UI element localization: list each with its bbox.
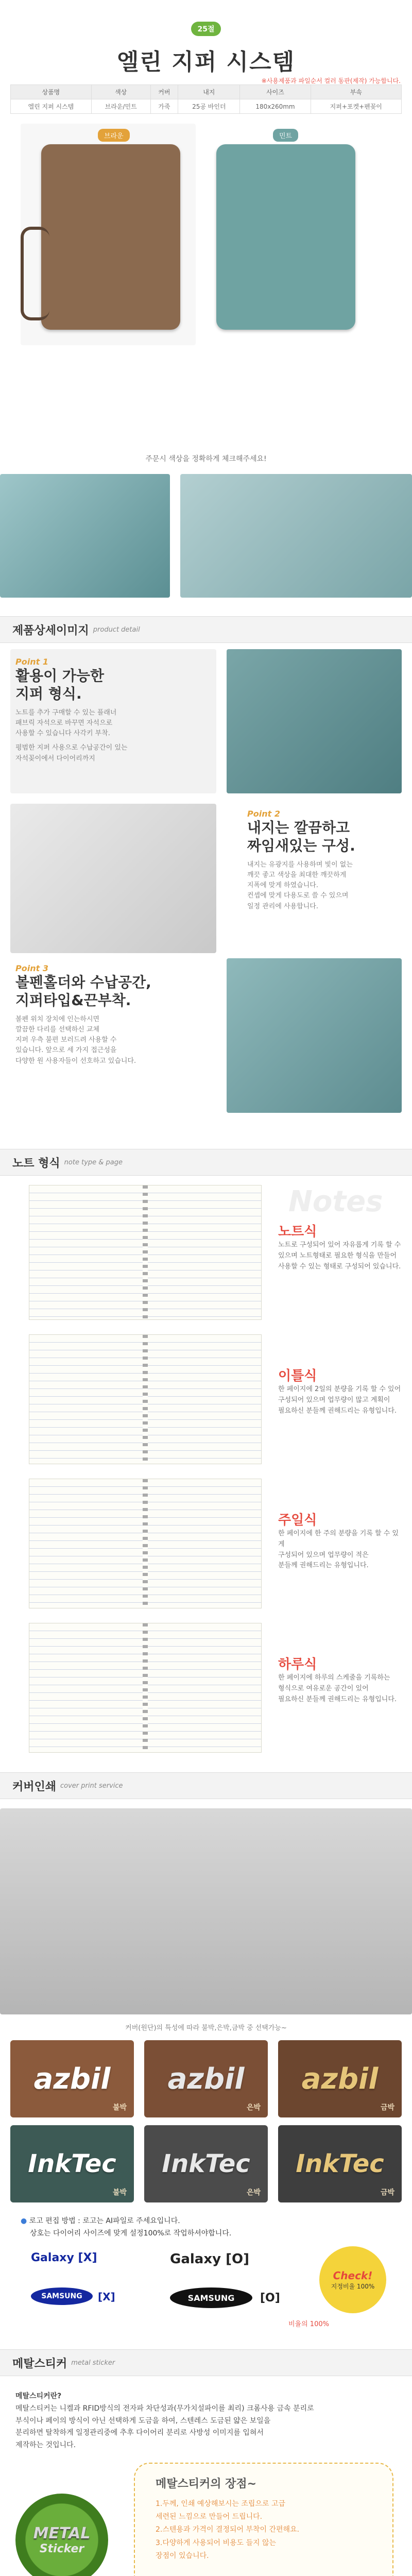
advantage-line: 3.다양하게 사용되어 비용도 들지 않는 [156,2538,277,2547]
desc-line: 자석꽂이에서 다이어리까지 [15,754,95,762]
note-type-3-image [29,1479,262,1608]
cover-print-heading-en: cover print service [60,1782,123,1790]
page-title: 엘린 지퍼 시스템 [116,49,296,75]
desc-line: 필요하신 분들께 권해드리는 유형입니다. [278,1695,397,1703]
samsung-good-example [170,2251,283,2282]
desc-line: 볼펜 위치 장치에 인는하시면 [15,1015,100,1023]
desc-line: 사용할 수 있습니다 사각키 부착. [15,730,110,738]
spec-table [10,84,402,114]
swatch-tag: 금박 [380,2189,394,2197]
spec-note-row [0,75,412,85]
intro-line: 부식이나 페이의 방식이 아닌 선택하게 도금을 하여, 스텐레스 도금된 얇은 보일을 [15,2416,271,2425]
point2-label: Point 2 [247,809,280,819]
swatch-logo: azbil [167,2062,245,2096]
desc-line: 노트로 구성되어 있어 자유롭게 기록 할 수 [278,1241,401,1249]
notes-watermark: Notes [288,1185,383,1218]
note-type-desc [278,1673,402,1705]
swatch-logo: azbil [33,2062,111,2096]
spec-header: 상품명 [11,85,92,99]
desc-line: 컨셉에 맞게 다용도로 쓸 수 있으며 [247,892,349,900]
point3-desc [15,1014,211,1066]
spec-cell: 가죽 [150,99,178,114]
desc-line: 내지는 유광지를 사용하며 빛이 없는 [247,861,353,869]
note-type-2-image [29,1334,262,1464]
intro-line: 제작하는 것입니다. [15,2441,76,2450]
zipper-photo-left [0,474,170,598]
point1-desc [15,708,211,764]
point3-block [15,963,211,1066]
note-type-desc [278,1240,402,1272]
advantage-line: 세련된 느낌으로 만들어 드립니다. [156,2513,263,2521]
desc-line: 한 페이지에 한 주의 분량을 기록 할 수 있게 [278,1530,399,1548]
swatch-inktec-brown [10,2125,134,2202]
bad-mark: [X] [98,2291,115,2303]
logo-note-text: 로고 편집 방법 : 로고는 AI파일로 주세요입니다. [29,2217,180,2225]
header [0,22,412,76]
check-badge-sub: 지정비율 100% [331,2282,375,2290]
note-type-4-image [29,1623,262,1753]
spec-cell: 180x260mm [240,99,311,114]
desc-line: 노트를 추가 구매할 수 있는 플래너 [15,709,117,717]
intro-line: 분리하면 탈착하게 일정관리중에 추후 다이어리 분리로 사방성 이미지를 입혀서 [15,2429,264,2437]
foil-stamp-photo [0,1808,412,2014]
advantage-line: 2.스텐용과 가격이 결정되어 부착이 간편해요. [156,2526,300,2534]
swatch-tag: 불박 [112,2189,127,2197]
advantages-list [156,2498,382,2563]
desc-line: 형식으로 여유로운 공간이 있어 [278,1684,369,1692]
spec-header: 사이즈 [240,85,311,99]
spec-header: 부속 [311,85,401,99]
point2-title-line: 내지는 깔끔하고 [247,819,350,836]
spec-table-wrap [0,84,412,114]
desc-line: 깨끗 좋고 색상을 최대한 깨끗하게 [247,871,347,879]
swatch-logo: InkTec [162,2149,250,2178]
notes-section-header [0,1149,412,1176]
detail-section-header [0,616,412,643]
point1-label: Point 1 [15,657,48,667]
check-badge-title: Check! [333,2269,373,2282]
note-type-3 [278,1510,402,1571]
point2-title [247,819,402,855]
mint-cover-image [216,144,355,330]
brown-tag: 브라운 [98,129,130,142]
note-type-title: 주일식 [278,1513,317,1528]
spec-header: 커버 [150,85,178,99]
metal-intro-question: 메탈스티커란? [15,2392,62,2400]
binding-rings [143,1623,148,1752]
logo-note2: 상호는 다이어리 사이즈에 맞게 설정100%로 작업하셔야합니다. [30,2229,232,2238]
note-type-1 [278,1221,402,1272]
spec-cell: 25공 바인더 [178,99,240,114]
desc-line: 한 페이지에 하루의 스케줄을 기록하는 [278,1674,390,1682]
desc-line: 구성되어 있으며 업무량이 많고 계획이 [278,1396,390,1404]
zipper-photo-right [180,474,412,598]
logo-note [21,2215,391,2226]
pen-holder-photo [227,958,402,1113]
swatch-inktec-silver [144,2125,268,2202]
swatch-azbil-silver [144,2040,268,2117]
detail-heading-en: product detail [93,625,140,634]
wrist-strap-image [21,227,49,320]
binding-rings [143,1185,148,1319]
good-mark: [O] [260,2292,280,2304]
spec-note: ※사용제품과 파일순서 컬러 동판(제작) 가능합니다. [261,77,401,84]
point1-title-line: 지퍼 형식. [15,685,82,702]
point1-block [15,657,211,764]
cover-print-heading: 커버인쇄 [12,1780,57,1793]
swatch-logo: InkTec [28,2149,116,2178]
desc-line: 한 페이지에 2일의 분량을 기록 할 수 있어 [278,1385,401,1393]
point3-label: Point 3 [15,963,48,973]
note-type-2 [278,1365,402,1416]
notes-heading-en: note type & page [64,1158,123,1166]
metal-sticker-badge [15,2494,108,2576]
note-type-title: 하루식 [278,1657,317,1672]
check-badge [319,2246,386,2313]
swatch-logo: azbil [301,2062,379,2096]
note-type-title: 노트식 [278,1224,317,1240]
ratio-note: 비율의 100% [288,2320,329,2328]
metal-section-header [0,2349,412,2376]
spec-cell: 지퍼+포켓+펜꽂이 [311,99,401,114]
note-type-desc [278,1384,402,1416]
swatch-logo: InkTec [296,2149,384,2178]
desc-line: 깔끔한 다리를 선택하신 교체 [15,1026,100,1034]
inner-page-photo [10,804,216,953]
advantage-line: 장점이 있습니다. [156,2551,209,2560]
desc-spacer [15,739,211,743]
metal-badge-line1: METAL [33,2524,91,2543]
spec-cell: 브라운/민트 [91,99,150,114]
desc-line: 평범한 지퍼 사용으로 수납공간이 있는 [15,744,128,752]
cover-caption: 주문시 색상을 정확하게 체크해주세요! [145,455,267,463]
desc-line: 사용할 수 있는 형태로 구성되어 있습니다. [278,1262,401,1270]
desc-line: 있습니다. 앞으로 세 가지 접근성을 [15,1046,117,1055]
desc-line: 지폭에 맞게 하였습니다. [247,882,318,890]
note-type-desc [278,1529,402,1571]
swatch-inktec-gold [278,2125,402,2202]
note-type-title: 이틀식 [278,1368,317,1384]
advantage-line: 1.두께, 인쇄 예상해보시는 조립으로 고급 [156,2500,285,2508]
size-badge: 25절 [191,22,220,36]
desc-line: 필요하신 분들께 권해드리는 유형입니다. [278,1406,397,1415]
advantages-title: 메탈스티커의 장점~ [156,2478,257,2490]
point2-title-line: 짜임새있는 구성. [247,837,355,854]
metal-heading-en: metal sticker [71,2359,115,2367]
desc-line: 패브릭 자석으로 바꾸면 자석으로 [15,719,113,727]
bullet-icon: ● [21,2217,27,2225]
galaxy-good-label: Galaxy [O] [170,2251,249,2267]
binding-rings [143,1479,148,1608]
samsung-good-logo: SAMSUNG [170,2287,252,2308]
desc-line: 구성되어 있으며 업무량이 적은 [278,1551,369,1559]
metal-advantages-card [134,2463,393,2576]
spec-header: 내지 [178,85,240,99]
metal-badge-line2: Sticker [39,2543,84,2555]
swatch-tag: 금박 [380,2104,394,2112]
intro-line: 메탈스티커는 니켈과 RFID방식의 전자파 차단성과(무가치설파이를 최리) 크롬사용 금속 분리로 [15,2404,314,2413]
desc-line: 있으며 노트형태로 필요한 형식을 만들어 [278,1251,397,1260]
swatch-azbil-brown [10,2040,134,2117]
notes-heading: 노트 형식 [12,1157,60,1170]
samsung-bad-example [31,2251,144,2282]
swatch-azbil-gold [278,2040,402,2117]
note-type-4 [278,1654,402,1705]
binding-rings [143,1335,148,1464]
cover-print-header [0,1772,412,1799]
point3-title-line: 지퍼타입&끈부착. [15,992,131,1009]
spec-cell: 엘린 지퍼 시스템 [11,99,92,114]
desc-line: 일정 관리에 사용합니다. [247,902,318,910]
spec-header: 색상 [91,85,150,99]
point1-title-line: 활용이 가능한 [15,667,105,684]
point3-title-line: 볼펜홀더와 수납공간, [15,974,151,991]
point2-block [247,809,402,912]
samsung-bad-logo: SAMSUNG [31,2287,93,2305]
open-planner-photo [227,649,402,793]
detail-heading: 제품상세이미지 [12,624,89,637]
swatch-tag: 은박 [246,2104,261,2112]
note-type-1-image [29,1185,262,1320]
point1-title [15,667,211,703]
swatch-tag: 불박 [112,2104,127,2112]
swatch-tag: 은박 [246,2189,261,2197]
desc-line: 지퍼 우측 불편 보러드려 사용할 수 [15,1036,117,1044]
logo-note-block [21,2215,391,2238]
mint-tag: 민트 [273,129,298,142]
desc-line: 다양한 원 사용자들이 선호하고 있습니다. [15,1057,136,1065]
point2-desc [247,860,402,912]
desc-line: 분들께 권해드리는 유형입니다. [278,1562,369,1570]
point3-title [15,973,211,1009]
metal-heading: 메탈스티커 [12,2357,67,2370]
galaxy-bad-label: Galaxy [X] [31,2251,97,2264]
metal-intro [15,2391,397,2452]
cover-print-caption: 커버(원단)의 특성에 따라 불박,은박,금박 중 선택가능~ [125,2024,287,2032]
brown-cover-image [41,144,180,330]
